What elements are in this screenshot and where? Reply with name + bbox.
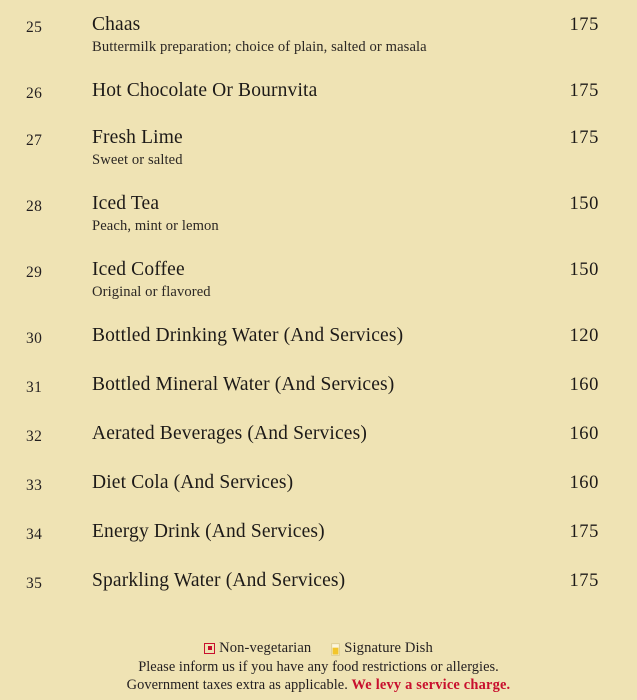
item-details: [92, 192, 543, 236]
item-name: Iced Tea: [92, 193, 160, 214]
item-price: 175: [569, 81, 599, 101]
item-name: Bottled Mineral Water (And Services): [92, 374, 395, 395]
item-details: [92, 13, 543, 57]
item-number: 32: [26, 428, 43, 445]
allergy-note: Please inform us if you have any food restrictions or allergies.: [138, 659, 499, 675]
non-vegetarian-icon: [204, 643, 215, 654]
menu-item-row: [0, 422, 637, 447]
menu-item-row: [0, 258, 637, 302]
item-number: 28: [26, 198, 43, 215]
menu-item-row: [0, 569, 637, 594]
item-name: Iced Coffee: [92, 259, 185, 280]
legend-item-signature-dish: [331, 639, 433, 657]
item-details: [92, 126, 543, 170]
item-price: 150: [569, 194, 599, 214]
item-details: [92, 79, 543, 103]
item-price: 175: [569, 15, 599, 35]
menu-item-row: [0, 13, 637, 57]
item-number: 26: [26, 85, 43, 102]
item-description: Peach, mint or lemon: [92, 218, 219, 234]
legend: [0, 639, 637, 657]
item-price: 160: [569, 424, 599, 444]
item-price: 175: [569, 571, 599, 591]
item-name: Diet Cola (And Services): [92, 472, 294, 493]
item-details: [92, 324, 543, 348]
item-name: Hot Chocolate Or Bournvita: [92, 80, 318, 101]
item-price: 160: [569, 473, 599, 493]
item-details: [92, 471, 543, 495]
legend-label: Signature Dish: [344, 640, 433, 656]
item-price: 175: [569, 128, 599, 148]
menu-item-row: [0, 192, 637, 236]
item-details: [92, 520, 543, 544]
item-name: Fresh Lime: [92, 127, 183, 148]
menu-item-row: [0, 324, 637, 349]
item-number: 25: [26, 19, 43, 36]
legend-label: Non-vegetarian: [219, 640, 312, 656]
item-number: 30: [26, 330, 43, 347]
signature-dish-icon: [331, 643, 340, 656]
item-price: 120: [569, 326, 599, 346]
menu-item-row: [0, 126, 637, 170]
item-name: Energy Drink (And Services): [92, 521, 325, 542]
menu-item-row: [0, 373, 637, 398]
legend-item-non-vegetarian: [204, 639, 311, 657]
item-price: 150: [569, 260, 599, 280]
service-charge-note: We levy a service charge.: [351, 676, 511, 693]
item-name: Aerated Beverages (And Services): [92, 423, 367, 444]
item-name: Sparkling Water (And Services): [92, 570, 346, 591]
item-number: 27: [26, 132, 43, 149]
taxes-note: Government taxes extra as applicable.: [126, 676, 348, 693]
item-description: Buttermilk preparation; choice of plain, salted or masala: [92, 39, 427, 55]
menu-item-row: [0, 79, 637, 104]
menu-item-row: [0, 520, 637, 545]
item-details: [92, 373, 543, 397]
menu-footer: [0, 639, 637, 694]
item-description: Sweet or salted: [92, 152, 183, 168]
item-details: [92, 569, 543, 593]
item-price: 160: [569, 375, 599, 395]
taxes-note-line: [0, 677, 637, 695]
item-description: Original or flavored: [92, 284, 211, 300]
item-price: 175: [569, 522, 599, 542]
item-details: [92, 258, 543, 302]
item-number: 29: [26, 264, 43, 281]
menu-item-row: [0, 471, 637, 496]
item-name: Bottled Drinking Water (And Services): [92, 325, 404, 346]
item-number: 35: [26, 575, 43, 592]
item-number: 34: [26, 526, 43, 543]
item-name: Chaas: [92, 14, 141, 35]
item-details: [92, 422, 543, 446]
item-number: 31: [26, 379, 43, 396]
item-number: 33: [26, 477, 43, 494]
